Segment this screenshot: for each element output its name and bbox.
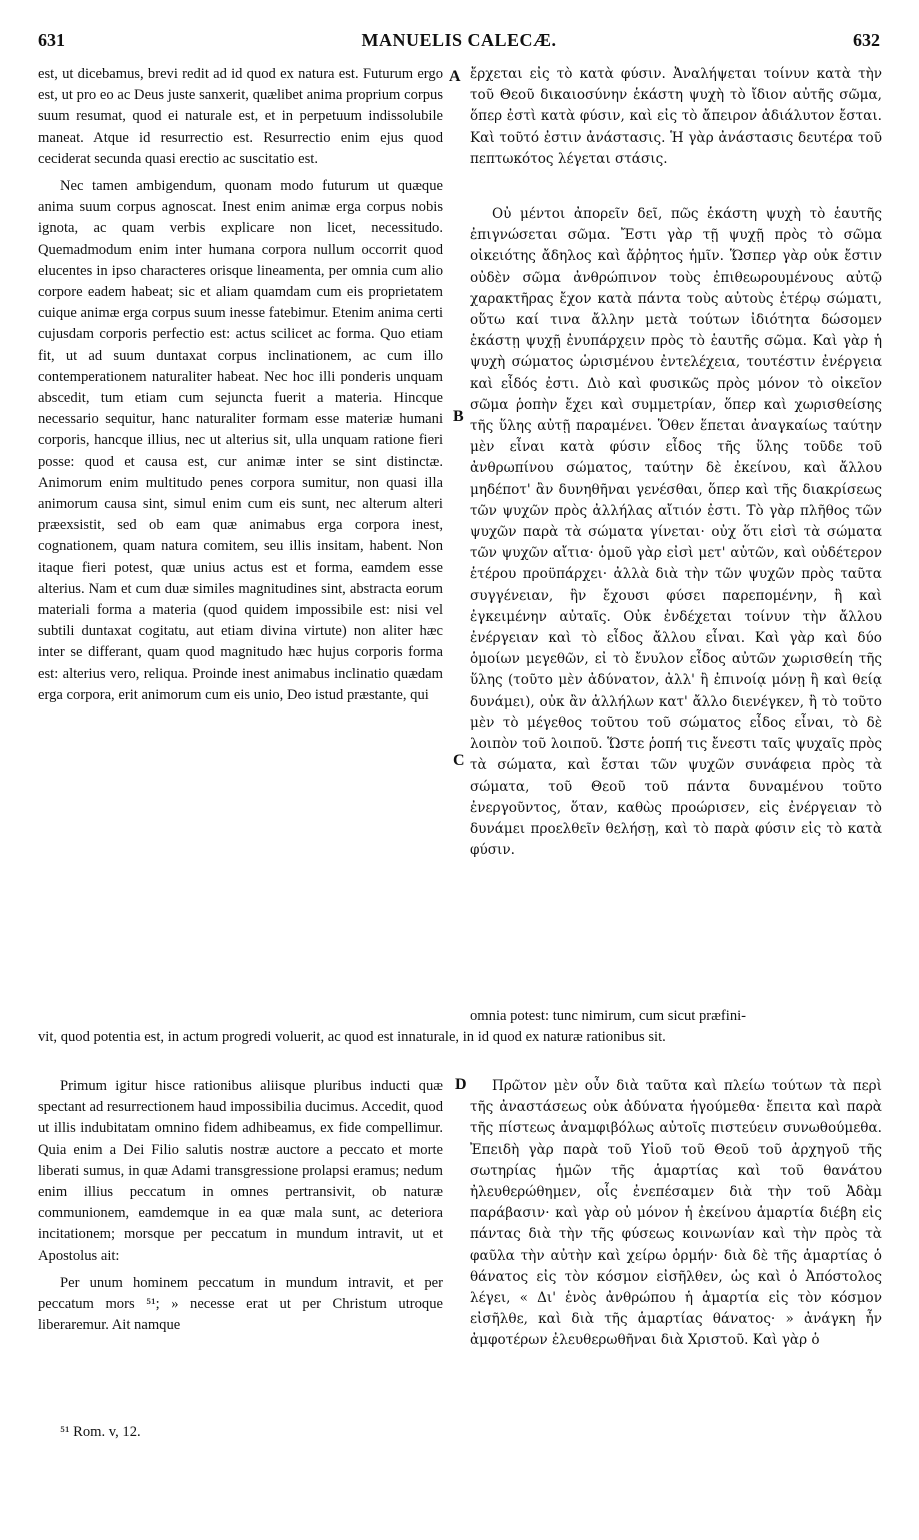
margin-marker-b: B: [453, 408, 464, 425]
latin-paragraph-4: Per unum hominem peccatum in mundum intravit, et per peccatum mors ⁵¹; » necesse erat ut per Christum utroque liberaremur. Ait namque: [38, 1274, 443, 1334]
greek-paragraph-3: Πρῶτον μὲν οὖν διὰ ταῦτα καὶ πλείω τούτων τὰ περὶ τῆς ἀναστάσεως οὐκ ἀδύνατα ἡγούμεθα· ἔπειτα καὶ παρὰ τῆς πίστεως ἀναμφιβόλως αὐτοῖς πιστεύειν συνωθούμεθα. Ἐπειδὴ γὰρ παρὰ τοῦ Υἱοῦ τοῦ Θεοῦ τοῦ ἀρχηγοῦ τῆς σωτηρίας ἡμῶν τῆς ἁμαρτίας καὶ τοῦ θανάτου ἠλευθερώθημεν, οἷς ἐνεπέσαμεν διὰ τὴν τοῦ Ἀδὰμ παράβασιν· καὶ γὰρ οὐ μόνον ἡ ἐκείνου ἁμαρτία διέβη εἰς πάντας διὰ τὴν τῆς φύσεως κοινωνίαν καὶ τὴν πρὸς τὰ φαῦλα τὴν αὐτὴν καὶ χείρω ὁρμήν· διὰ δὲ τῆς ἁμαρτίας ὁ θάνατος εἰς τὸν κόσμον εἰσῆλθεν, ὡς καὶ ὁ Ἀπόστολος λέγει, « Δι' ἑνὸς ἀνθρώπου ἡ ἁμαρτία εἰς τὸν κόσμον εἰσῆλθε, καὶ διὰ τῆς ἁμαρτίας θάνατος· » ἀνάγκη ἦν ἀμφοτέρων ἐλευθερωθῆναι διὰ Χριστοῦ. Καὶ γὰρ ὁ: [470, 1078, 882, 1349]
page-number-left: 631: [38, 30, 65, 50]
page-number-right: 632: [853, 30, 880, 50]
latin-paragraph-3: Primum igitur hisce rationibus aliisque pluribus inducti quæ spectant ad resurrectionem haud impossibilia ducimus. Accedit, quod ut illis indubitatam omnino fidem adhibeamus, ex fide compellimur. Quia enim a Dei Filio salutis nostræ auctore a peccato et morte liberati sumus, in quæ Adami transgressione prolapsi eramus; nedum enim illius peccatum in omnes pertransivit, ob naturæ communionem, eamdemque in ea quæ mala sunt, ac deteriora incitationem; morsque per peccatum in mundum intravit, ut et Apostolus ait:: [38, 1078, 443, 1264]
page-header: [38, 30, 880, 60]
greek-paragraph-2: Οὐ μέντοι ἀπορεῖν δεῖ, πῶς ἑκάστη ψυχὴ τὸ ἑαυτῆς ἐπιγνώσεται σῶμα. Ἔστι γὰρ τῇ ψυχῇ πρὸς τὸ σῶμα οἰκειότης ἄδηλος καὶ ἄῤῥητος ἡμῖν. Ὥσπερ γὰρ οὐκ ἔστιν οὐδὲν σῶμα ἀνθρώπινον τοὺς ἐπιθεωρουμένους αὐτῷ χαρακτῆρας ἔχον κατὰ πάντα τοὺς αὐτοὺς ἑτέρῳ σώματι, οὕτω καί τινα ἄλλην μετὰ τούτων ἰδιότητα δώσομεν ἑκάστῃ ψυχῇ ἐνυπάρχειν πρὸς τὸ ἑαυτῆς σῶμα. Καὶ γὰρ ἡ ψυχὴ σώματος ὡρισμένου ἐντελέχεια, τουτέστιν ἐνέργεια καὶ εἶδός ἐστι. Διὸ καὶ φυσικῶς πρὸς μόνον τὸ οἰκεῖον σῶμα ῥοπὴν ἔχει καὶ συμμετρίαν, ὅπερ καὶ χωρισθείσης τῆς ὕλης αὐτῇ παραμένει. Ὅθεν ἕπεται ἀναγκαίως ταύτην μὲν εἶναι κατὰ φύσιν εἶδος τῆς ὕλης τοῦδε τοῦ ἀνθρωπίνου σώματος, ταύτην δὲ ἐκείνου, καὶ ἄλλου μηδέποτ' ἂν δυνηθῆναι γενέσθαι, ὅπερ καὶ τῆς διακρίσεως τῶν ψυχῶν πρὸς ἀλλήλας αἴτιόν ἐστι. Τὸ γὰρ πλῆθος τῶν ψυχῶν παρὰ τὰ σώματα γίνεται· οὐχ ὅτι εἰσὶ τὰ σώματα τῶν ψυχῶν αἴτια· ὁμοῦ γὰρ εἰσὶ μετ' αὐτῶν, καὶ οὐδέτερον ἑτέρου προϋπάρχει· ἀλλὰ διὰ τὴν τῶν ψυχῶν πρὸς ταῦτα συγγένειαν, ἣν ἔχουσι φύσει παρεπομένην, ἢ καὶ ἐγκειμένην αὐταῖς. Οὐκ ἐνδέχεται τοίνυν τὴν ἄλλου ἐνέργειαν καὶ τὸ εἶδος ἄλλου εἶναι. Καὶ γὰρ καὶ δύο ὁμοίων μεγεθῶν, εἰ τὸ ἔνυλον εἶδος αὐτῶν χωρισθείη τῆς ὕλης (τοῦτο μὲν ἀδύνατον, ἀλλ' ἢ ἐπινοίᾳ μόνῃ ἢ καὶ θείᾳ δυνάμει), οὐκ ἂν ἀλλήλων κατ' ἄλλο διενέγκεν, ἢ τὸ τοῦτο μὲν τὸ μέγεθος τοῦτου τοῦ σώματος εἶδος εἶναι, τὸ δὲ λοιπὸν τοῦ λοιποῦ. Ὥστε ῥοπή τις ἔνεστι ταῖς ψυχαῖς πρὸς τὰ σώματα, καὶ ἔσται τῶν ψυχῶν συνάφεια πρὸς τὰ σώματα, τοῦ Θεοῦ τοῦ πάντα δυναμένου τοῦτο ἐνεργοῦντος, ὅταν, καθὼς προώρισεν, εἰς ἐνέργειαν τὸ δυνάμει προελθεῖν θελήσῃ, καὶ τὸ παρὰ φύσιν εἰς τὸ κατὰ φύσιν.: [470, 206, 882, 859]
greek-tail-line: omnia potest: tunc nimirum, cum sicut præfini-: [470, 1008, 747, 1024]
latin-paragraph-2: Nec tamen ambigendum, quonam modo futurum ut quæque anima suum corpus agnoscat. Inest enim animæ erga corpus nobis ignota, ac quam verbis explicare non licet, necessitudo. Quemadmodum enim inter humana corpora nullum occorrit quod elucentes in ipso characteres orisque lineamenta, per omnia cum alio corpore eadem habeat; sic et aliam quamdam cum eis proprietatem cuique animæ erga corpus suum inesse fatebimur. Etenim anima certi cujusdam corporis perfectio est: actus scilicet ac forma. Quo etiam fit, ut ad suum duntaxat corpus inclinationem, ac cum illo contemperationem naturaliter habeat. Nec hoc illi ponderis unquam abscedit, tum etiam cum sejuncta fuerit a materia. Hincque necessario sequitur, hanc naturaliter formam esse materiæ humani corporis, hancque illius, nec ut alterius sit, ulla unquam ratione fieri posse: quod et causa est, cur animæ inter se sint distinctæ. Animorum enim multitudo penes corpora sumitur, non quasi illa animorum causa sint, simul enim cum eis sunt, nec alterum alteri præexsistit, sed ob eam quæ animabus erga corpora inest, cognationem, quam natura comitem, seu illis insitam, habent. Non itaque fieri potest, quæ unius actus est et forma, eamdem esse alterius. Nam et cum duæ similes magnitudines sint, abstracta eorum materiali forma a materia (quod quidem impossibile est: nisi vel subtili duntaxat cogitatu, aut etiam divina virtute) non aliter hæc inter se differant, quam quod magnitudo hæc hujus corporis forma est: alterius vero, reliqua. Proinde inest animabus inclinatio quædam erga corpora, erit animorum cum eis unio, Deo istud præstante, qui: [38, 178, 443, 703]
full-width-line: vit, quod potentia est, in actum progredi voluerit, ac quod est innaturale, in id quod ex naturæ rationibus sit.: [38, 1029, 666, 1045]
running-title: MANUELIS CALECÆ.: [361, 30, 557, 50]
margin-marker-c: C: [453, 752, 465, 769]
greek-column-top: [470, 64, 882, 867]
footnote: ⁵¹ Rom. v, 12.: [60, 1424, 141, 1440]
latin-column-top: [38, 64, 443, 712]
margin-marker-a: A: [449, 68, 461, 85]
greek-paragraph-1: ἔρχεται εἰς τὸ κατὰ φύσιν. Ἀναλήψεται τοίνυν κατὰ τὴν τοῦ Θεοῦ δικαιοσύνην ἑκάστη ψυχὴ τὸ ἴδιον αὐτῆς σῶμα, ὅπερ ἐστὶ κατὰ φύσιν, καὶ εἰς τὸ ἄπειρον ἀδιάλυτον ἔσται. Καὶ τοῦτό ἐστιν ἀνάστασις. Ἡ γὰρ ἀνάστασις δευτέρα τοῦ πεπτωκότος λέγεται στάσις.: [470, 66, 882, 167]
latin-column-bottom: [38, 1076, 443, 1342]
margin-marker-d: D: [455, 1076, 467, 1093]
greek-column-bottom: [470, 1076, 882, 1358]
latin-paragraph-1: est, ut dicebamus, brevi redit ad id quod ex natura est. Futurum ergo est, ut pro eo ac Deus juste sanxerit, quælibet anima proprium corpus suum resumat, quod ei naturale est, et in perpetuum indissolubile maneat. Atque id resurrectio est. Resurrectio enim ejus quod ceciderat secunda quasi erectio ac suscitatio est.: [38, 66, 443, 167]
